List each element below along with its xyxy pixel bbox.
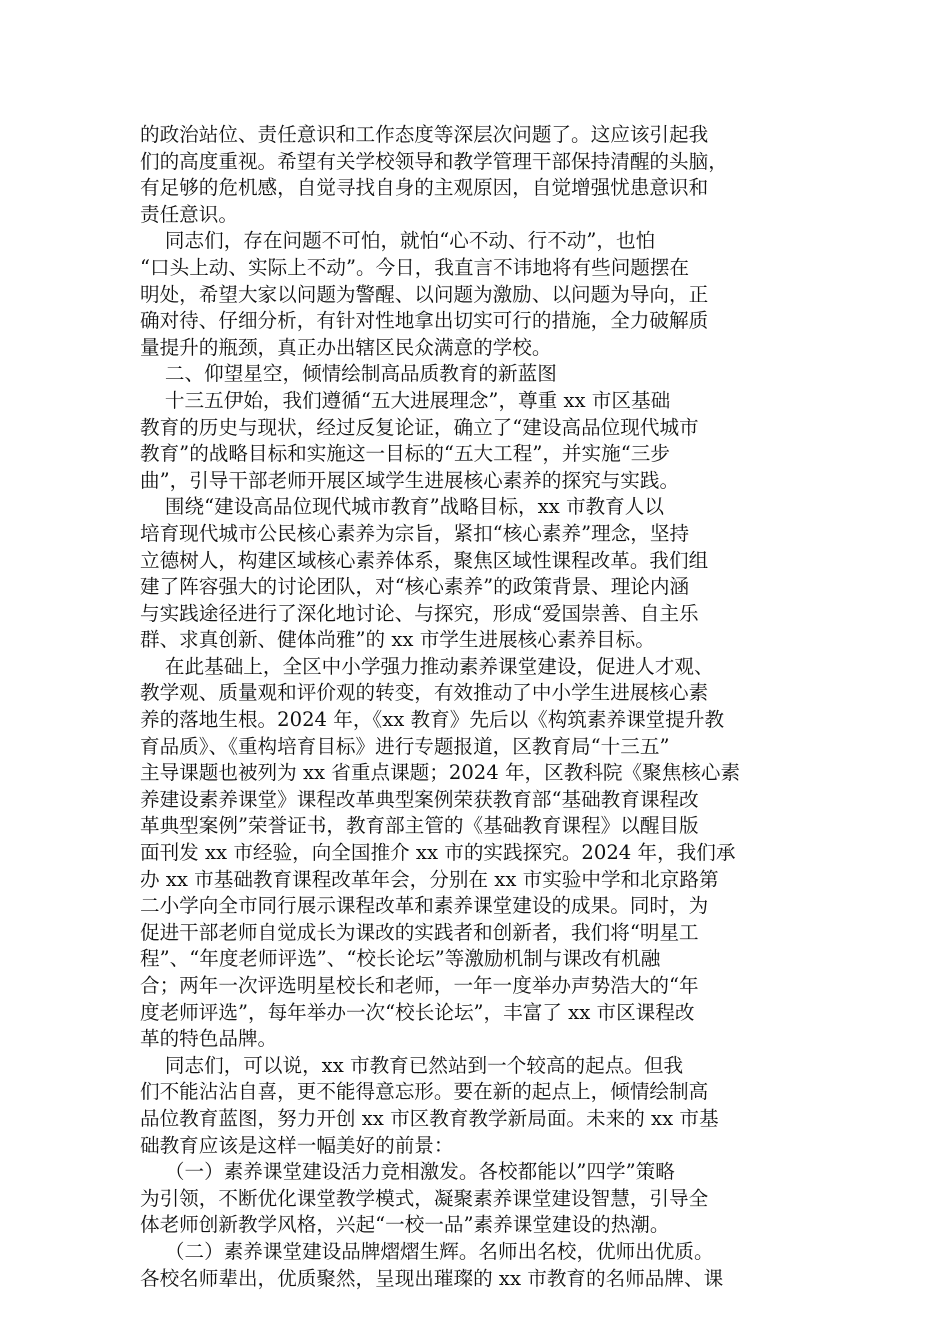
paragraph-intro-continuation (140, 122, 812, 228)
text-line: 础教育应该是这样一幅美好的前景： (140, 1133, 454, 1157)
text-line: 在此基础上，全区中小学强力推动素养课堂建设，促进人才观、 (140, 654, 714, 678)
text-line: 培育现代城市公民核心素养为宗旨，紧扣“核心素养”理念，坚持 (140, 521, 690, 545)
text-line: 教学观、质量观和评价观的转变，有效推动了中小学生进展核心素 (140, 681, 709, 705)
text-line: 明处，希望大家以问题为警醒、以问题为激励、以问题为导向，正 (140, 282, 709, 306)
text-line: 程”、“年度老师评选”、“校长论坛”等激励机制与课改有机融 (140, 947, 661, 971)
text-line: 量提升的瓶颈，真正办出辖区民众满意的学校。 (140, 335, 552, 359)
text-line: 责任意识。 (140, 202, 238, 226)
section-heading-text: 二、仰望星空，倾情绘制高品质教育的新蓝图 (140, 362, 557, 386)
text-line: 养的落地生根。2024 年，《xx 教育》先后以《构筑素养课堂提升教 (140, 708, 725, 732)
text-line: 确对待、仔细分析，有针对性地拿出切实可行的措施，全力破解质 (140, 309, 709, 333)
text-line: 群、求真创新、健体尚雅”的 xx 市学生进展核心素养目标。 (140, 628, 655, 652)
text-line: 同志们，存在问题不可怕，就怕“心不动、行不动”，也怕 (140, 229, 656, 253)
text-line: （二）素养课堂建设品牌熠熠生辉。名师出名校，优师出优质。 (140, 1239, 714, 1263)
text-line: 的政治站位、责任意识和工作态度等深层次问题了。这应该引起我 (140, 123, 709, 146)
text-line: 办 xx 市基础教育课程改革年会，分别在 xx 市实验中学和北京路第 (140, 867, 719, 891)
text-line: 有足够的危机感，自觉寻找自身的主观原因，自觉增强忧患意识和 (140, 176, 709, 200)
text-line: 围绕“建设高品位现代城市教育”战略目标，xx 市教育人以 (140, 495, 664, 519)
text-line: 同志们，可以说，xx 市教育已然站到一个较高的起点。但我 (140, 1053, 684, 1077)
text-line: “口头上动、实际上不动”。今日，我直言不讳地将有些问题摆在 (140, 255, 690, 279)
paragraph-starting-point (140, 1053, 812, 1159)
text-line: 二小学向全市同行展示课程改革和素养课堂建设的成果。同时，为 (140, 894, 709, 918)
text-line: 革典型案例”荣誉证书，教育部主管的《基础教育课程》以醒目版 (140, 814, 699, 838)
text-line: 促进干部老师自觉成长为课改的实践者和创新者，我们将“明星工 (140, 920, 699, 944)
text-line: 合；两年一次评选明星校长和老师，一年一度举办声势浩大的“年 (140, 974, 699, 997)
text-line: 教育”的战略目标和实施这一目标的“五大工程”，并实施“三步 (140, 442, 670, 466)
paragraph-achievements (140, 654, 812, 1053)
text-line: 革的特色品牌。 (140, 1027, 278, 1051)
text-line: 与实践途径进行了深化地讨论、与探究，形成“爱国崇善、自主乐 (140, 601, 699, 625)
text-line: 面刊发 xx 市经验，向全国推介 xx 市的实践探究。2024 年，我们承 (140, 841, 736, 865)
document-body (140, 122, 812, 1292)
text-line: 育品质》、《重构培育目标》进行专题报道，区教育局“十三五” (140, 734, 670, 758)
section-heading-2 (140, 361, 812, 388)
text-line: 为引领，不断优化课堂教学模式，凝聚素养课堂建设智慧，引导全 (140, 1186, 709, 1210)
text-line: 们不能沾沾自喜，更不能得意忘形。要在新的起点上，倾情绘制高 (140, 1080, 709, 1104)
paragraph-item-1 (140, 1159, 812, 1239)
text-line: 体老师创新教学风格，兴起“一校一品”素养课堂建设的热潮。 (140, 1213, 670, 1237)
text-line: 立德树人，构建区域核心素养体系，聚焦区域性课程改革。我们组 (140, 548, 709, 572)
text-line: 曲”，引导干部老师开展区域学生进展核心素养的探究与实践。 (140, 468, 680, 492)
text-line: 们的高度重视。希望有关学校领导和教学管理干部保持清醒的头脑， (140, 149, 728, 173)
paragraph-problems (140, 228, 812, 361)
text-line: 教育的历史与现状，经过反复论证，确立了“建设高品位现代城市 (140, 415, 699, 439)
text-line: 各校名师辈出，优质聚然，呈现出璀璨的 xx 市教育的名师品牌、课 (140, 1266, 724, 1290)
text-line: 养建设素养课堂》课程改革典型案例荣获教育部“基础教育课程改 (140, 787, 699, 811)
text-line: 度老师评选”，每年举办一次“校长论坛”，丰富了 xx 市区课程改 (140, 1000, 695, 1024)
paragraph-item-2 (140, 1239, 812, 1292)
text-line: 建了阵容强大的讨论团队，对“核心素养”的政策背景、理论内涵 (140, 575, 690, 599)
text-line: 十三五伊始，我们遵循“五大进展理念”，尊重 xx 市区基础 (140, 388, 671, 412)
text-line: 主导课题也被列为 xx 省重点课题；2024 年，区教科院《聚焦核心素 (140, 761, 741, 785)
paragraph-core-literacy (140, 494, 812, 654)
text-line: 品位教育蓝图，努力开创 xx 市区教育教学新局面。未来的 xx 市基 (140, 1106, 719, 1130)
paragraph-13th-five-year (140, 388, 812, 494)
text-line: （一）素养课堂建设活力竞相激发。各校都能以”四学”策略 (140, 1160, 675, 1184)
